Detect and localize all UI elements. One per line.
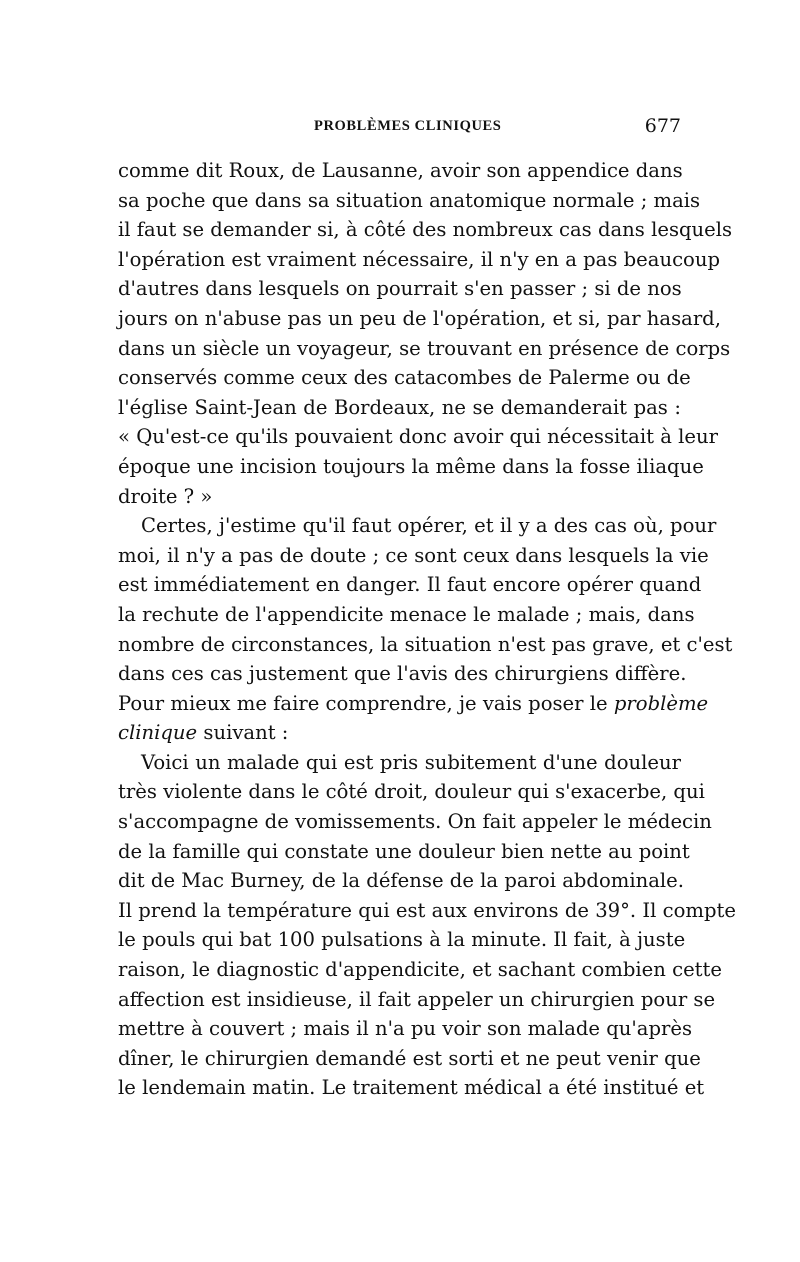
text-line: dans un siècle un voyageur, se trouvant en présence de corps bbox=[118, 336, 731, 360]
text-line: conservés comme ceux des catacombes de Palerme ou de bbox=[118, 366, 691, 390]
body-text bbox=[118, 156, 736, 1103]
text-line-mixed bbox=[118, 689, 709, 719]
text-line: époque une incision toujours la même dans la fosse iliaque bbox=[118, 454, 704, 478]
paragraph-1 bbox=[118, 156, 733, 511]
text-line: comme dit Roux, de Lausanne, avoir son appendice dans bbox=[118, 159, 683, 182]
italic-term: clinique bbox=[118, 721, 198, 745]
text-line: est immédiatement en danger. Il faut encore opérer quand bbox=[118, 573, 702, 597]
text-line: d'autres dans lesquels on pourrait s'en passer ; si de nos bbox=[118, 277, 682, 301]
text-line: très violente dans le côté droit, douleur qui s'exacerbe, qui bbox=[118, 780, 705, 804]
text-run: Pour mieux me faire comprendre, je vais poser le bbox=[118, 691, 608, 715]
text-line: le pouls qui bat 100 pulsations à la minute. Il fait, à juste bbox=[118, 928, 686, 952]
text-line: l'église Saint-Jean de Bordeaux, ne se demanderait pas : bbox=[118, 395, 681, 419]
paragraph-3 bbox=[118, 748, 736, 1103]
text-line: il faut se demander si, à côté des nombreux cas dans lesquels bbox=[118, 218, 733, 242]
text-line: Certes, j'estime qu'il faut opérer, et il y a des cas où, pour bbox=[141, 514, 717, 538]
text-line: jours on n'abuse pas un peu de l'opération, et si, par hasard, bbox=[118, 306, 721, 330]
text-line: Voici un malade qui est pris subitement d'une douleur bbox=[141, 750, 681, 774]
text-line: le lendemain matin. Le traitement médical a été institué et bbox=[118, 1076, 705, 1100]
text-line: raison, le diagnostic d'appendicite, et sachant combien cette bbox=[118, 958, 723, 982]
text-line: mettre à couvert ; mais il n'a pu voir son malade qu'après bbox=[118, 1017, 693, 1041]
running-title: PROBLÈMES CLINIQUES bbox=[314, 118, 502, 134]
text-line: sa poche que dans sa situation anatomique normale ; mais bbox=[118, 188, 701, 212]
text-line: dans ces cas justement que l'avis des chirurgiens diffère. bbox=[118, 662, 687, 686]
text-line: Il prend la température qui est aux environs de 39°. Il compte bbox=[118, 898, 736, 922]
text-line: dîner, le chirurgien demandé est sorti et ne peut venir que bbox=[118, 1046, 701, 1070]
text-line: « Qu'est-ce qu'ils pouvaient donc avoir qui nécessitait à leur bbox=[118, 425, 718, 449]
text-line: droite ? » bbox=[118, 484, 213, 508]
text-line: la rechute de l'appendicite menace le malade ; mais, dans bbox=[118, 602, 695, 626]
text-line: dit de Mac Burney, de la défense de la paroi abdominale. bbox=[118, 869, 684, 893]
text-line: nombre de circonstances, la situation n'est pas grave, et c'est bbox=[118, 632, 733, 656]
text-line-mixed bbox=[118, 718, 681, 748]
page-number: 677 bbox=[644, 115, 681, 137]
italic-term: problème bbox=[613, 691, 709, 715]
text-run: suivant : bbox=[203, 721, 289, 745]
paragraph-2 bbox=[118, 511, 733, 748]
text-line: affection est insidieuse, il fait appeler un chirurgien pour se bbox=[118, 987, 716, 1011]
text-line: moi, il n'y a pas de doute ; ce sont ceux dans lesquels la vie bbox=[118, 543, 709, 567]
text-line: de la famille qui constate une douleur bien nette au point bbox=[118, 839, 690, 863]
text-line: l'opération est vraiment nécessaire, il n'y en a pas beaucoup bbox=[118, 247, 721, 271]
text-line: s'accompagne de vomissements. On fait appeler le médecin bbox=[118, 810, 712, 834]
running-head bbox=[118, 115, 681, 141]
